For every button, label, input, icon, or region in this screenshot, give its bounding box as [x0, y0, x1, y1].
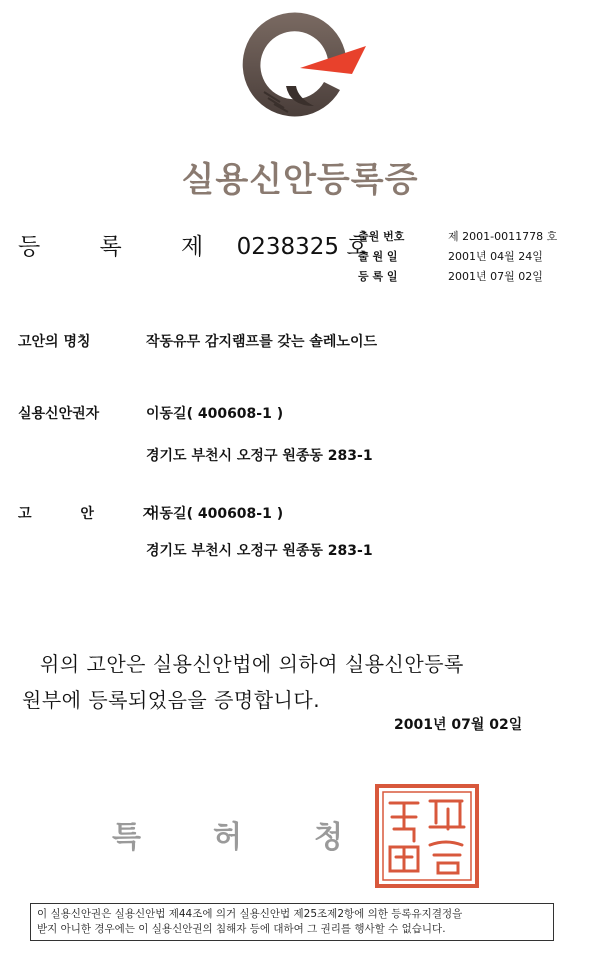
- meta-row-registration-date: [358, 266, 557, 286]
- inventor-name: 이동길( 400608-1 ): [146, 506, 284, 522]
- legal-notice-line-1: 이 실용신안권은 실용신안법 제44조에 의거 실용신안법 제25조제2항에 의한 등록유지결정을: [37, 908, 463, 920]
- inventor-label: 고 안 자: [18, 506, 179, 522]
- meta-value: 2001년 07월 02일: [448, 270, 543, 283]
- legal-notice-line-2: 받지 아니한 경우에는 이 실용신안권의 침해자 등에 대하여 그 권리를 행사할 수 없습니다.: [37, 923, 446, 935]
- certification-statement: [22, 646, 582, 718]
- inventor-address: 경기도 부천시 오정구 원종동 283-1: [146, 543, 373, 559]
- registration-number-value: 0238325: [236, 234, 340, 260]
- certificate-title: 실용신안등록증: [181, 160, 419, 200]
- statement-line-2: 원부에 등록되었음을 증명합니다.: [22, 688, 321, 712]
- meta-label: 출 원 일: [358, 250, 398, 263]
- meta-value: 제 2001-0011778 호: [448, 230, 558, 243]
- device-name-label: 고안의 명칭: [18, 334, 91, 350]
- official-seal-icon: [374, 783, 480, 889]
- device-name-value: 작동유무 감지램프를 갖는 솔레노이드: [146, 334, 378, 350]
- meta-label: 출원 번호: [358, 230, 405, 243]
- registration-number: [18, 228, 369, 261]
- meta-label: 등 록 일: [358, 270, 398, 283]
- meta-row-application-date: [358, 246, 557, 266]
- holder-address: 경기도 부천시 오정구 원종동 283-1: [146, 448, 373, 464]
- application-meta: [358, 226, 557, 286]
- registration-prefix: 등 록 제: [18, 234, 230, 260]
- kipo-emblem-icon: [228, 8, 368, 128]
- holder-label: 실용신안권자: [18, 406, 100, 422]
- meta-value: 2001년 04월 24일: [448, 250, 543, 263]
- issuing-office: 특허청: [112, 820, 415, 855]
- holder-name: 이동길( 400608-1 ): [146, 406, 284, 422]
- statement-line-1: 위의 고안은 실용신안법에 의하여 실용신안등록: [40, 652, 464, 676]
- meta-row-application-number: [358, 226, 557, 246]
- legal-notice: [30, 903, 554, 941]
- registration-suffix: 호: [346, 234, 369, 260]
- issue-date: 2001년 07월 02일: [394, 717, 523, 733]
